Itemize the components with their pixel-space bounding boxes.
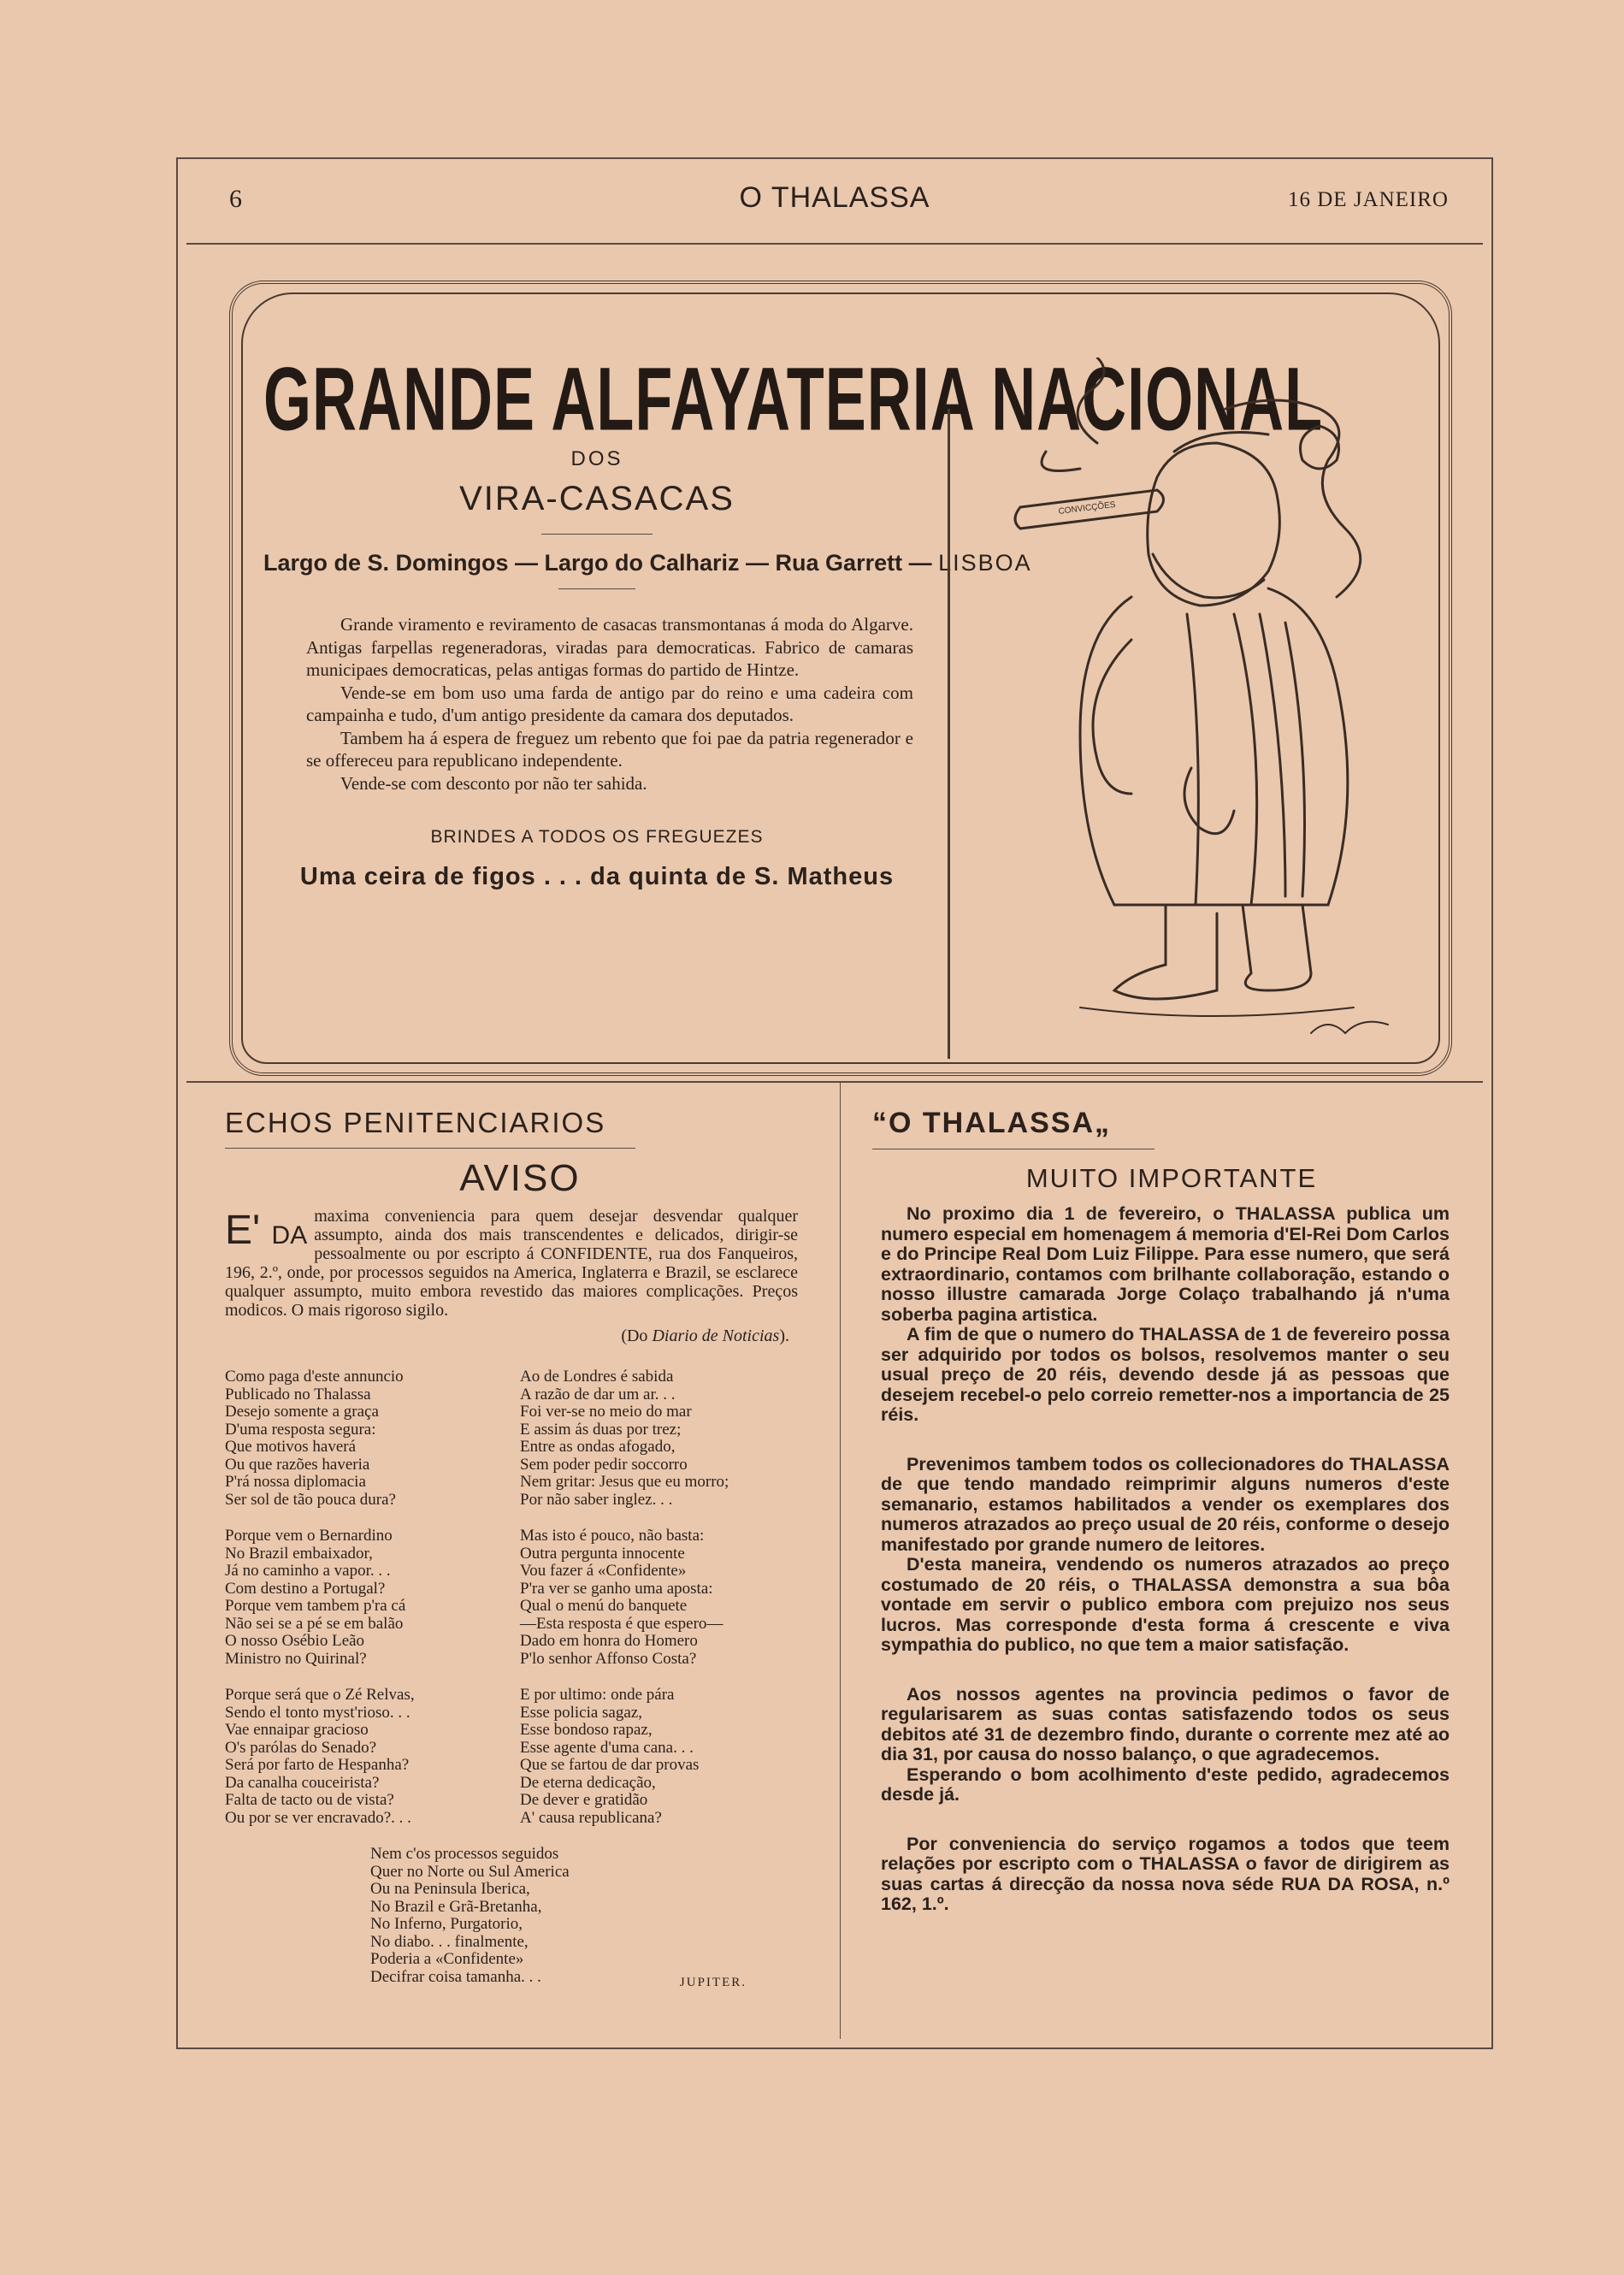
notice-paragraph: No proximo dia 1 de fevereiro, o THALASSA publica um numero especial em homenagem á memoria d'El-Rei Dom Carlos e do Principe Real Dom Luiz Filippe. Para esse numero, que será extraordinario, contamos com brilhante collaboração, estando o nosso illustre camarada Jorge Colaço trabalhando já n'uma soberba pagina artistica. bbox=[881, 1203, 1450, 1325]
newspaper-page bbox=[176, 157, 1493, 2049]
notice-paragraph: Esperando o bom acolhimento d'este pedido, agradecemos desde já. bbox=[881, 1764, 1450, 1805]
ad-ceira: Uma ceira de figos . . . da quinta de S. Matheus bbox=[299, 863, 895, 890]
ad-divider bbox=[948, 409, 950, 1059]
ad-subheadline: VIRA-CASACAS bbox=[459, 480, 735, 517]
ad-brindes: BRINDES A TODOS OS FREGUEZES bbox=[430, 827, 764, 847]
ad-paragraph: Vende-se em bom uso uma farda de antigo par do reino e uma cadeira com campainha e tudo, d'um antigo presidente da camara dos deputados. bbox=[306, 682, 913, 725]
section-heading-rule bbox=[225, 1148, 635, 1149]
cigar-band-label: CONVICÇÕES bbox=[1058, 499, 1117, 517]
signature: JUPITER. bbox=[679, 1976, 747, 1989]
aviso-heading: AVISO bbox=[459, 1157, 581, 1199]
dropcap-da: DA bbox=[271, 1221, 308, 1250]
column-divider bbox=[840, 1081, 841, 2039]
notice-subtitle: MUITO IMPORTANTE bbox=[1025, 1163, 1318, 1193]
ad-short-rule bbox=[541, 534, 653, 535]
section-rule bbox=[186, 1081, 1483, 1083]
ad-paragraph: Grande viramento e reviramento de casacas transmontanas á moda do Algarve. Antigas farpellas regeneradoras, viradas para democraticas. Fabrico de camaras municipaes democraticas, pelas antigas formas do partido de Hintze. bbox=[306, 614, 913, 680]
right-column bbox=[872, 1107, 1471, 1944]
aviso-source-name: Diario de Noticias bbox=[652, 1327, 780, 1345]
page-number: 6 bbox=[229, 185, 242, 213]
poem-stanza: Porque será que o Zé Relvas, Sendo el tonto myst'rioso. . . Vae ennaipar gracioso O's parólas do Senado? Será por farto de Hespanha? Da canalha couceirista? Falta de tacto ou de vista? Ou por se ver encravado?. . . bbox=[225, 1686, 415, 1827]
ad-headline: GRANDE ALFAYATERIA NACIONAL bbox=[263, 350, 1324, 450]
left-column bbox=[225, 1107, 815, 1990]
notice-paragraph: A fim de que o numero do THALASSA de 1 de fevereiro possa ser adquirido por todos os bolsos, resolvemos manter o seu usual preço de 20 réis, devendo desde já as pessoas que desejem recebel-o pelo correio remetter-nos a importancia de 25 réis. bbox=[881, 1324, 1450, 1425]
masthead bbox=[178, 159, 1491, 245]
caricature-illustration bbox=[977, 358, 1431, 1042]
aviso-text: maxima conveniencia para quem desejar desvendar qualquer assumpto, ainda dos mais transcendentes e delicados, dirigir-se pessoalmente ou por escripto á CONFIDENTE, rua dos Fanqueiros, 196, 2.º, onde, por processos seguidos na America, Inglaterra e Brazil, se esclarece qualquer assumpto, muito embora revestido das maiores complicações. Preços modicos. O mais rigoroso sigilo. bbox=[225, 1207, 798, 1320]
notice-paragraph: Prevenimos tambem todos os collecionadores do THALASSA de que tendo mandado reimprimir alguns numeros d'este semanario, estamos habilitados a vender os exemplares dos numeros atrazados ao preço usual de 20 réis, conforme o desejo manifestado por grande numero de leitores. bbox=[881, 1453, 1450, 1555]
ad-paragraph: Vende-se com desconto por não ter sahida. bbox=[340, 772, 647, 794]
poem bbox=[225, 1368, 815, 1846]
ad-body bbox=[306, 613, 913, 795]
ad-dos: DOS bbox=[570, 447, 623, 470]
poem-stanza: Ao de Londres é sabida A razão de dar um ar. . . Foi ver-se no meio do mar E assim ás duas por trez; Entre as ondas afogado, Sem poder pedir soccorro Nem gritar: Jesus que eu morro; Por não saber inglez. . . bbox=[520, 1368, 729, 1509]
advertisement bbox=[229, 281, 1452, 1076]
ad-paragraph: Tambem ha á espera de freguez um rebento que foi pae da patria regenerador e se offereceu para republicano independente. bbox=[306, 727, 913, 771]
notice-paragraph: Por conveniencia do serviço rogamos a todos que teem relações por escripto com o THALASSA o favor de dirigirem as suas cartas á direcção da nossa nova séde RUA DA ROSA, n.º 162, 1.º. bbox=[881, 1833, 1450, 1914]
newspaper-title: O THALASSA bbox=[739, 181, 930, 214]
poem-stanza: Como paga d'este annuncio Publicado no Thalassa Desejo somente a graça D'uma resposta segura: Que motivos haverá Ou que razões haveria P'rá nossa diplomacia Ser sol de tão pouca dura? bbox=[225, 1368, 404, 1509]
section-heading: ECHOS PENITENCIARIOS bbox=[225, 1107, 606, 1138]
aviso-dropcap bbox=[225, 1210, 307, 1256]
ad-address-city: LISBOA bbox=[938, 550, 1032, 576]
ad-address-streets: Largo de S. Domingos — Largo do Calhariz — Rua Garrett — bbox=[263, 550, 932, 576]
notice-title: “O THALASSA„ bbox=[872, 1107, 1111, 1139]
notice-body bbox=[881, 1204, 1450, 1915]
ad-address bbox=[263, 550, 1032, 576]
dropcap-letter: E' bbox=[225, 1208, 261, 1253]
issue-date: 16 DE JANEIRO bbox=[1288, 188, 1449, 211]
poem-left-column bbox=[225, 1368, 520, 1846]
notice-paragraph: Aos nossos agentes na provincia pedimos o favor de regularisarem as suas contas satisfazendo todos os seus debitos até 31 de dezembro findo, durante o corrente mez até ao dia 31, por causa do nosso balanço, o que agradecemos. bbox=[881, 1683, 1450, 1764]
poem-final-stanza: Nem c'os processos seguidos Quer no Norte ou Sul America Ou na Peninsula Iberica, No Brazil e Grã-Bretanha, No Inferno, Purgatorio, No diabo. . . finalmente, Poderia a «Confidente» Decifrar coisa tamanha. . . bbox=[370, 1845, 570, 1986]
poem-stanza: Mas isto é pouco, não basta: Outra pergunta innocente Vou fazer á «Confidente» P'ra ver se ganho uma aposta: Qual o menú do banquete —Esta resposta é que espero— Dado em honra do Homero P'lo senhor Affonso Costa? bbox=[520, 1527, 723, 1668]
ad-short-rule-2 bbox=[558, 588, 635, 589]
poem-stanza: Porque vem o Bernardino No Brazil embaixador, Já no caminho a vapor. . . Com destino a Portugal? Porque vem tambem p'ra cá Não sei se a pé se em balão O nosso Osébio Leão Ministro no Quirinal? bbox=[225, 1527, 406, 1668]
masthead-rule bbox=[186, 243, 1483, 245]
notice-paragraph: D'esta maneira, vendendo os numeros atrazados ao preço costumado de 20 réis, o THALASSA demonstra a sua bôa vontade em servir o publico embora com prejuizo nos seus lucros. Mas corresponde d'esta forma á crescente e viva sympathia do publico, no que tem a maior satisfação. bbox=[881, 1554, 1450, 1655]
poem-right-column bbox=[520, 1368, 794, 1846]
aviso-source: (Do Diario de Noticias). bbox=[621, 1327, 789, 1345]
poem-stanza: E por ultimo: onde pára Esse policia sagaz, Esse bondoso rapaz, Esse agente d'uma cana. . . Que se fartou de dar provas De eterna dedicação, De dever e gratidão A' causa republicana? bbox=[520, 1686, 700, 1827]
aviso-body bbox=[225, 1207, 798, 1320]
